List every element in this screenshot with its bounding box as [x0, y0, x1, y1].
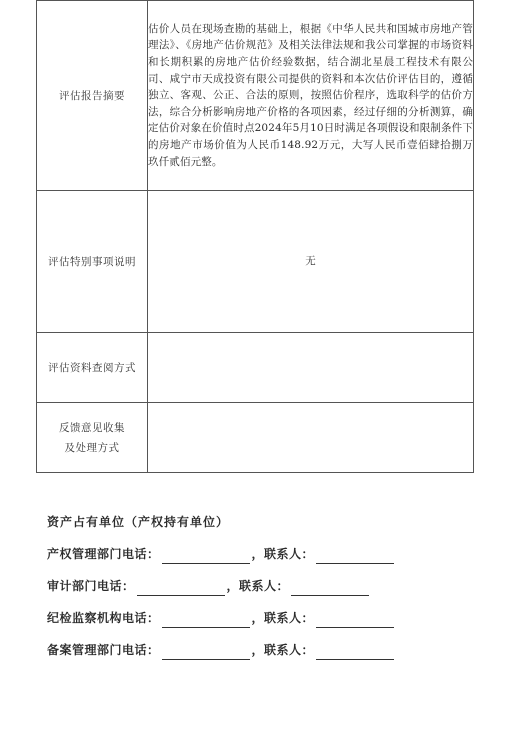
- data-access-content: [148, 333, 474, 403]
- contact-person-blank[interactable]: [316, 613, 394, 628]
- label-feedback-line2: 及处理方式: [64, 441, 120, 454]
- summary-text: 估价人员在现场查勘的基础上，根据《中华人民共和国城市房地产管理法》、《房地产估价规范》及相关法律法规和我公司掌握的市场资料和长期积累的房地产估价经验数据，结合湖北星晨工程技术有限公司、咸宁市天成投资有限公司提供的资料和本次估价评估目的，遵循独立、客观、公正、合法的原则，按照估价程序，选取科学的估价方法，综合分析影响房地产价格的各项因素，经过仔细的分析测算，确定估价对象在价值时点2024年5月10日时满足各项假设和限制条件下的房地产市场价值为人民币148.92万元，大写人民币壹佰肆拾捌万玖仟贰佰元整。: [148, 22, 473, 168]
- phone-blank[interactable]: [162, 549, 250, 564]
- label-feedback-line1: 反馈意见收集: [59, 421, 125, 434]
- asset-holder-section: [47, 512, 467, 672]
- label-data-access: 评估资料查阅方式: [37, 333, 148, 403]
- contact-label: 纪检监察机构电话：: [47, 611, 160, 625]
- asset-holder-title: 资产占有单位（产权持有单位）: [47, 515, 230, 529]
- label-feedback: [37, 403, 148, 473]
- label-special-matters: 评估特别事项说明: [37, 191, 148, 333]
- contact-separator: ，联系人：: [251, 611, 315, 625]
- label-summary: 评估报告摘要: [37, 1, 148, 191]
- summary-content: [148, 1, 474, 191]
- contact-separator: ，联系人：: [226, 579, 290, 593]
- contact-label: 产权管理部门电话：: [47, 547, 160, 561]
- table-row-feedback: [37, 403, 474, 473]
- contact-person-blank[interactable]: [316, 549, 394, 564]
- contact-row-property-dept: [47, 544, 467, 564]
- table-row-data-access: [37, 333, 474, 403]
- phone-blank[interactable]: [162, 645, 250, 660]
- contact-person-blank[interactable]: [291, 581, 369, 596]
- phone-blank[interactable]: [137, 581, 225, 596]
- special-matters-content: 无: [148, 191, 474, 333]
- contact-person-blank[interactable]: [316, 645, 394, 660]
- feedback-content: [148, 403, 474, 473]
- phone-blank[interactable]: [162, 613, 250, 628]
- table-row-summary: [37, 1, 474, 191]
- contact-row-audit-dept: [47, 576, 467, 596]
- contact-row-discipline-dept: [47, 608, 467, 628]
- contact-separator: ，联系人：: [251, 547, 315, 561]
- contact-separator: ，联系人：: [251, 643, 315, 657]
- contact-label: 备案管理部门电话：: [47, 643, 160, 657]
- contact-label: 审计部门电话：: [47, 579, 135, 593]
- table-row-special-matters: [37, 191, 474, 333]
- assessment-info-table: [36, 0, 474, 473]
- contact-row-filing-dept: [47, 640, 467, 660]
